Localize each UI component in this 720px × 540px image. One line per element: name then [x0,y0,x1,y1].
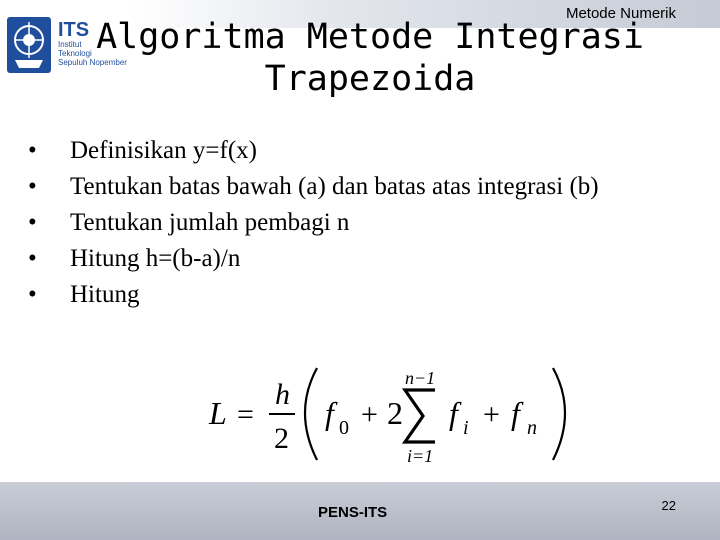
formula-numerator: h [275,378,290,411]
bullet-dot-icon: • [28,137,37,164]
summation-icon [405,390,435,442]
formula-denominator: 2 [274,422,289,455]
bullet-item [26,244,626,274]
bullet-text: Hitung h=(b-a)/n [70,245,241,272]
footer-institution: PENS-ITS [318,504,388,521]
bullet-item [26,136,626,166]
formula-fi-subscript: i [463,417,469,439]
logo-line-2: Teknologi [58,49,92,58]
bullet-dot-icon: • [28,245,37,272]
bullet-text: Tentukan batas bawah (a) dan batas atas integrasi (b) [70,173,599,200]
bullet-dot-icon: • [28,209,37,236]
sum-lower-limit: i=1 [407,446,434,466]
bullet-text: Definisikan y=f(x) [70,137,257,164]
slide-title [80,16,660,100]
bullet-item [26,208,626,238]
logo-abbreviation: ITS [58,19,90,41]
page-number: 22 [661,498,676,513]
bullet-item [26,172,626,202]
formula-fn: f [511,395,520,431]
formula-fn-subscript: n [527,417,537,439]
formula-plus-1: + [361,398,378,431]
footer-band [0,482,720,540]
bullet-list [26,136,626,316]
left-paren-icon [305,368,317,460]
formula-coefficient: 2 [387,395,403,431]
bullet-text: Hitung [70,281,140,308]
logo-line-1: Institut [58,40,82,49]
trapezoid-formula [205,362,585,468]
formula-lhs: L [209,395,227,431]
bullet-text: Tentukan jumlah pembagi n [70,209,350,236]
bullet-dot-icon: • [28,281,37,308]
logo-line-3: Sepuluh Nopember [58,58,127,67]
slide-title-line-2: Trapezoida [264,59,476,99]
header-course-label: Metode Numerik [565,5,676,22]
formula-f0-subscript: 0 [339,417,349,439]
right-paren-icon [553,368,565,460]
bullet-item [26,280,626,310]
formula-fi: f [449,395,458,431]
its-emblem-icon [6,16,52,74]
formula-plus-2: + [483,398,500,431]
sum-upper-limit: n−1 [405,368,436,388]
formula-f0: f [325,395,334,431]
bullet-dot-icon: • [28,173,37,200]
formula-equals: = [237,398,254,431]
slide-title-line-1: Algoritma Metode Integrasi [96,17,644,57]
